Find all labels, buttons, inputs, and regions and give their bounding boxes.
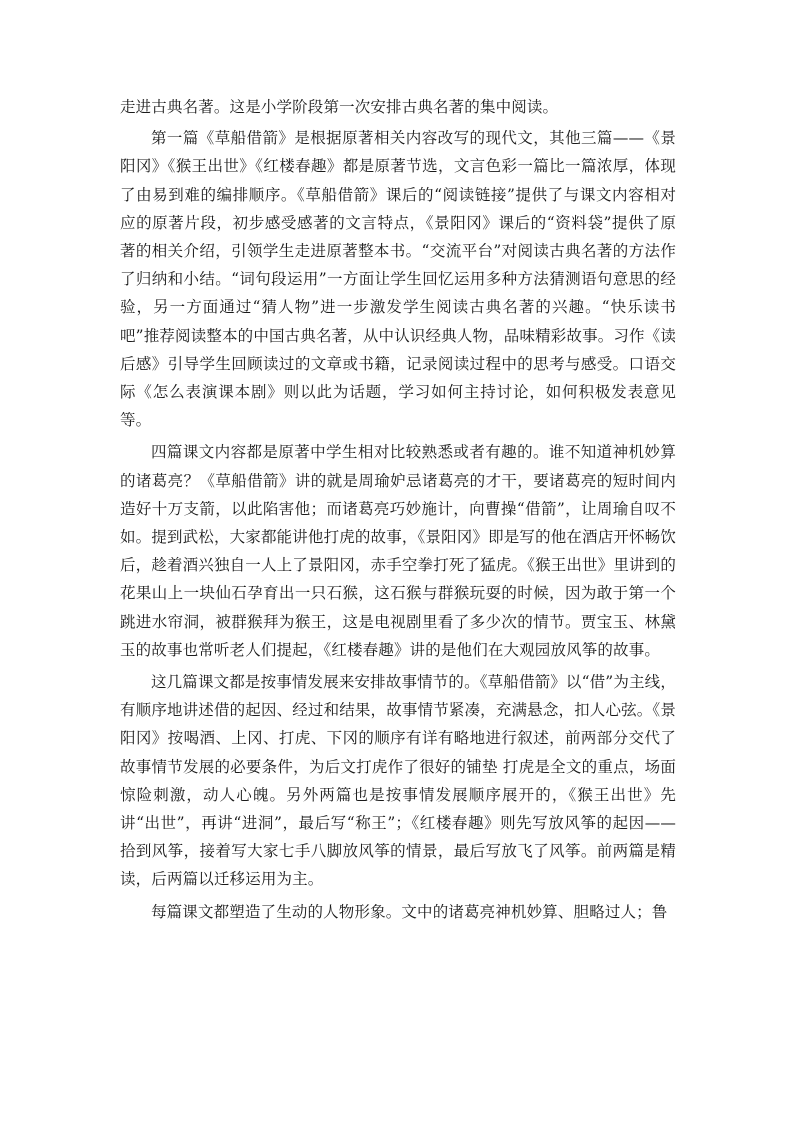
paragraph-5: 每篇课文都塑造了生动的人物形象。文中的诸葛亮神机妙算、胆略过人；鲁 [151, 902, 668, 921]
paragraph-2: 第一篇《草船借箭》是根据原著相关内容改写的现代文，其他三篇——《景阳冈》《猴王出世》《红楼春趣》都是原著节选，文言色彩一篇比一篇浓厚，体现了由易到难的编排顺序。《草船借箭》课后的“阅读链接”提供了与课文内容相对应的原著片段，初步感受感著的文言特点，《景阳冈》课后的“资料袋”提供了原著的相关介绍，引领学生走进原著整本书。“交流平台”对阅读古典名著的方法作了归纳和小结。“词句段运用”一方面让学生回忆运用多种方法猜测语句意思的经验，另一方面通过“猜人物”进一步激发学生阅读古典名著的兴趣。“快乐读书吧”推荐阅读整本的中国古典名著，从中认识经典人物，品味精彩故事。习作《读后感》引导学生回顾读过的文章或书籍，记录阅读过程中的思考与感受。口语交际《怎么表演课本剧》则以此为话题，学习如何主持讨论，如何积极发表意见等。 [120, 129, 676, 430]
paragraph-4: 这几篇课文都是按事情发展来安排故事情节的。《草船借箭》以“借”为主线，有顺序地讲述借的起因、经过和结果，故事情节紧凑，充满悬念，扣人心弦。《景阳冈》按喝酒、上冈、打虎、下冈的顺序有详有略地进行叙述，前两部分交代了故事情节发展的必要条件，为后文打虎作了很好的铺垫 打虎是全文的重点，场面惊险刺激，动人心魄。另外两篇也是按事情发展顺序展开的，《猴王出世》先讲“出世”，再讲“进洞”，最后写“称王”；《红楼春趣》则先写放风筝的起因——拾到风筝，接着写大家七手八脚放风筝的情景，最后写放飞了风筝。前两篇是精读，后两篇以迁移运用为主。 [120, 673, 676, 889]
document-body [120, 93, 676, 926]
paragraph-1: 走进古典名著。这是小学阶段第一次安排古典名著的集中阅读。 [120, 98, 559, 116]
paragraph-3: 四篇课文内容都是原著中学生相对比较熟悉或者有趣的。谁不知道神机妙算的诸葛亮？《草船借箭》讲的就是周瑜妒忌诸葛亮的才干，要诸葛亮的短时间内造好十万支箭，以此陷害他；而诸葛亮巧妙施计，向曹操“借箭”，让周瑜自叹不如。提到武松，大家都能讲他打虎的故事，《景阳冈》即是写的他在酒店开怀畅饮后，趁着酒兴独自一人上了景阳冈，赤手空拳打死了猛虎。《猴王出世》里讲到的花果山上一块仙石孕育出一只石猴，这石猴与群猴玩耍的时候，因为敢于第一个跳进水帘洞，被群猴拜为猴王，这是电视剧里看了多少次的情节。贾宝玉、林黛玉的故事也常听老人们提起，《红楼春趣》讲的是他们在大观园放风筝的故事。 [120, 443, 676, 659]
